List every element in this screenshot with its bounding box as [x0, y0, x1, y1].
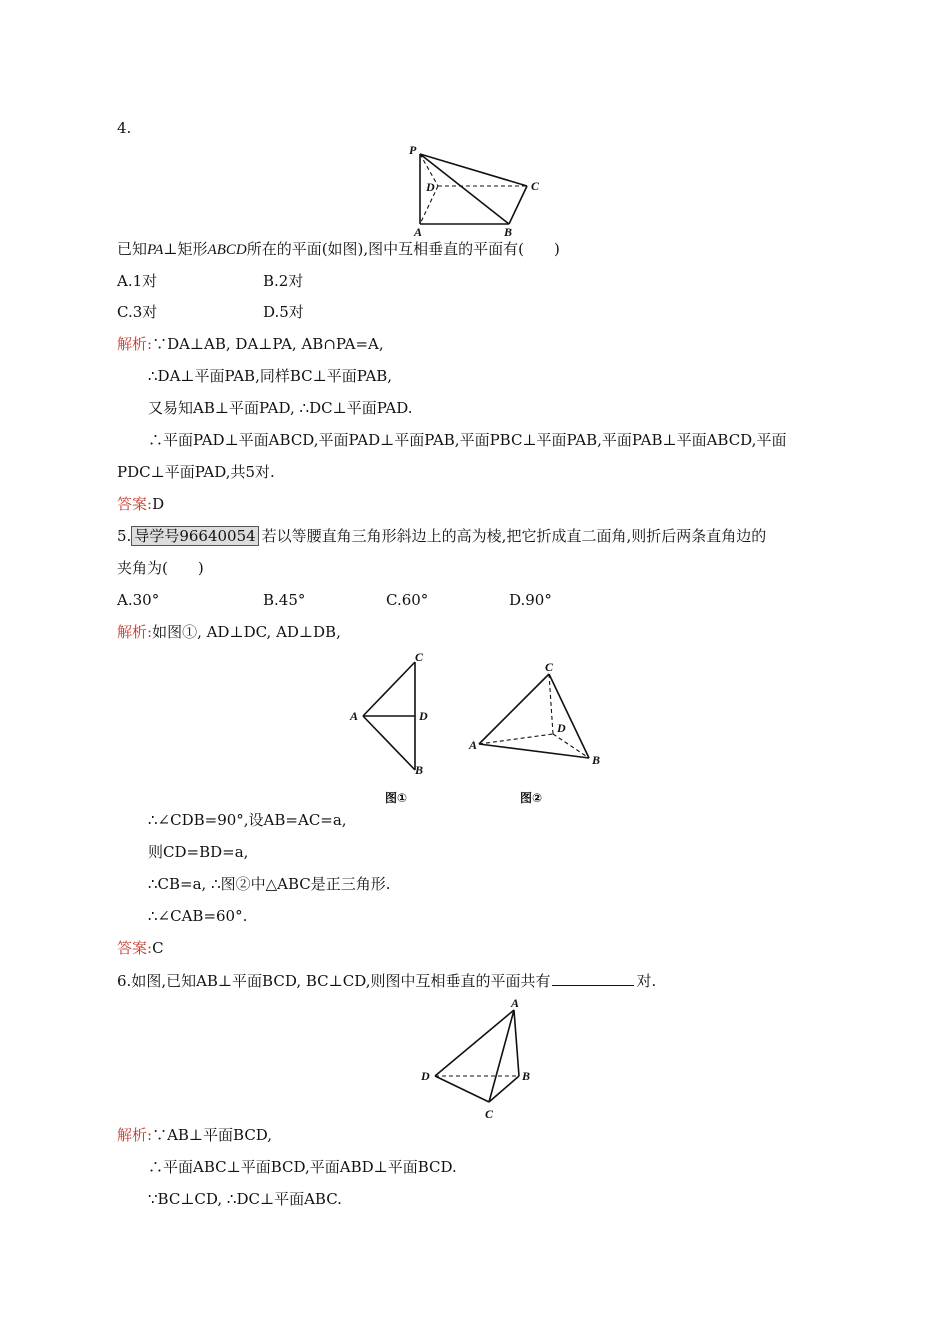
- q6-label-d: D: [421, 1069, 430, 1083]
- q6-label-b: B: [522, 1069, 531, 1083]
- q4-label-c: C: [531, 179, 540, 193]
- q4-analysis-line: ∴平面PAD⊥平面ABCD,平面PAD⊥平面PAB,平面PBC⊥平面PAB,平面PAB⊥平面ABCD,平面: [148, 431, 787, 449]
- q4-analysis-line: PDC⊥平面PAD,共5对.: [117, 463, 275, 481]
- q4-label-d: D: [426, 180, 435, 194]
- q6-label-c: C: [485, 1107, 494, 1121]
- q6-analysis-line: ∵BC⊥CD, ∴DC⊥平面ABC.: [148, 1190, 342, 1208]
- q5-fig2-caption: 图②: [520, 791, 543, 805]
- q5-option-c: C.60°: [386, 591, 429, 609]
- q5-option-a: A.30°: [117, 591, 160, 609]
- q5-option-b: B.45°: [263, 591, 306, 609]
- q4-label-b: B: [504, 225, 513, 239]
- q4-stem: 已知PA⊥矩形ABCD所在的平面(如图),图中互相垂直的平面有( ): [117, 240, 560, 258]
- q6-analysis-line: ∴平面ABC⊥平面BCD,平面ABD⊥平面BCD.: [148, 1158, 457, 1176]
- q5-fig1-label-a: A: [350, 709, 359, 723]
- q5-stem-line2: 夹角为( ): [117, 559, 204, 577]
- q4-pyramid-figure: [405, 142, 545, 237]
- q5-figure-2: [465, 656, 615, 808]
- q4-option-a: A.1对: [117, 272, 158, 290]
- q6-analysis-first: 解析:∵AB⊥平面BCD,: [117, 1126, 273, 1144]
- q5-fig1-label-c: C: [415, 650, 424, 664]
- q5-analysis-line: ∴∠CAB=60°.: [148, 907, 248, 925]
- q4-answer: 答案:D: [117, 495, 165, 513]
- q5-fig2-label-a: A: [469, 738, 478, 752]
- q5-analysis-line: ∴CB=a, ∴图②中△ABC是正三角形.: [148, 875, 391, 893]
- q5-analysis-first: 解析:如图①, AD⊥DC, AD⊥DB,: [117, 623, 341, 641]
- q4-analysis-line: ∴DA⊥平面PAB,同样BC⊥平面PAB,: [148, 367, 393, 385]
- q6-tetrahedron-figure: [415, 994, 545, 1124]
- q5-answer: 答案:C: [117, 939, 164, 957]
- q5-stem-line1: 5. 导学号96640054 若以等腰直角三角形斜边上的高为棱,把它折成直二面角,则折后两条直角边的: [117, 527, 767, 545]
- q5-fig2-label-d: D: [557, 721, 566, 735]
- q5-fig1-label-b: B: [415, 763, 424, 777]
- q6-stem: 6.如图,已知AB⊥平面BCD, BC⊥CD,则图中互相垂直的平面共有 对.: [117, 972, 657, 990]
- q5-fig2-label-b: B: [592, 753, 601, 767]
- q5-option-d: D.90°: [509, 591, 552, 609]
- q4-label-a: A: [414, 225, 423, 239]
- q4-analysis-line: 又易知AB⊥平面PAD, ∴DC⊥平面PAD.: [148, 399, 413, 417]
- q5-analysis-line: 则CD=BD=a,: [148, 843, 249, 861]
- answer-blank: [552, 970, 634, 986]
- q5-analysis-line: ∴∠CDB=90°,设AB=AC=a,: [148, 811, 347, 829]
- q5-figure-1: [345, 648, 445, 808]
- q4-number: 4.: [117, 119, 132, 137]
- q5-fig1-caption: 图①: [385, 791, 408, 805]
- q5-fig2-label-c: C: [545, 660, 554, 674]
- q5-fig1-label-d: D: [419, 709, 428, 723]
- q6-label-a: A: [511, 996, 520, 1010]
- guide-number-badge[interactable]: 导学号96640054: [131, 526, 258, 546]
- q4-analysis-first: 解析:∵DA⊥AB, DA⊥PA, AB∩PA=A,: [117, 335, 384, 353]
- q4-option-b: B.2对: [263, 272, 304, 290]
- q4-option-d: D.5对: [263, 303, 304, 321]
- q4-option-c: C.3对: [117, 303, 158, 321]
- q4-label-p: P: [409, 143, 417, 157]
